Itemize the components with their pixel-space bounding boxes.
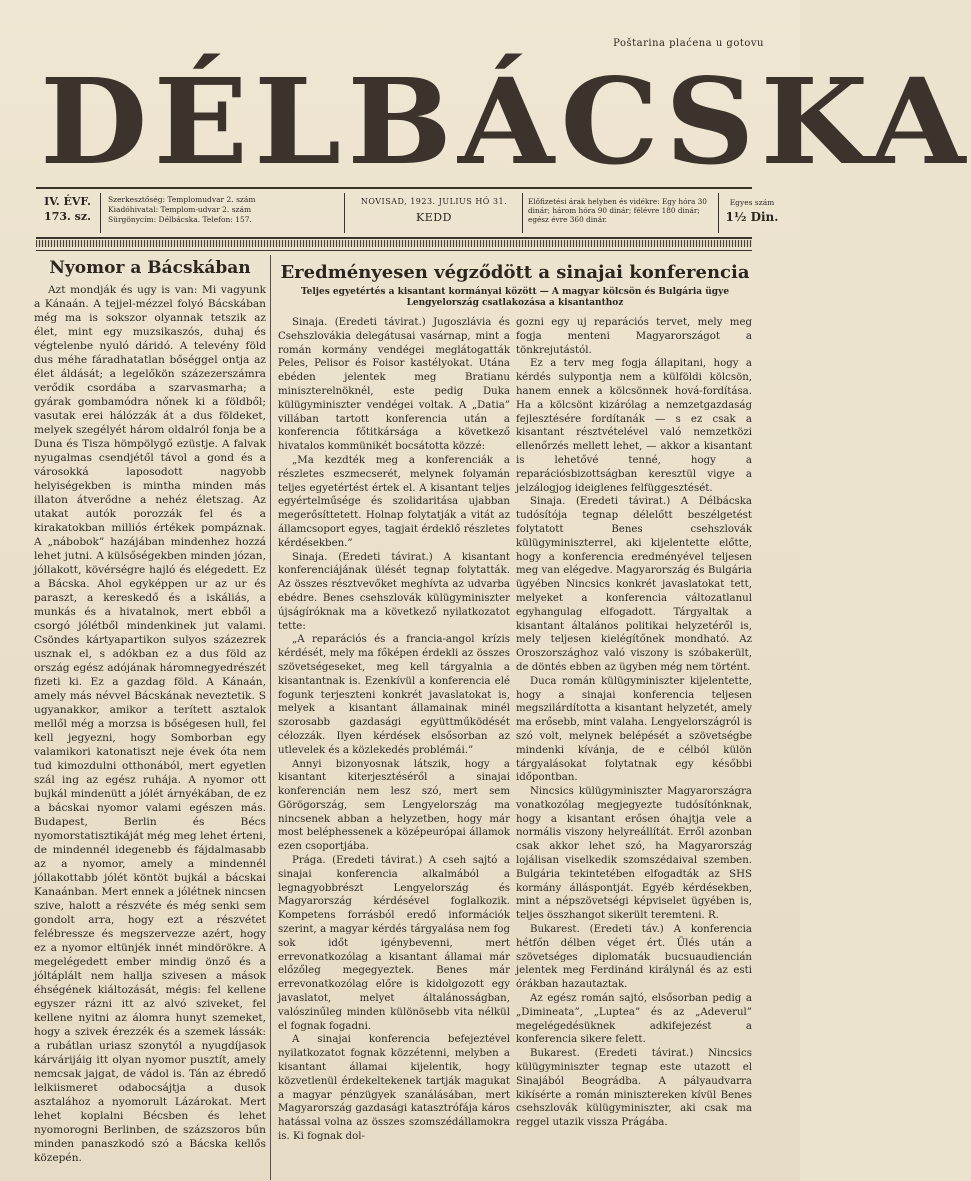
paragraph: Bukarest. (Eredeti távirat.) Nincsics külügyminiszter tegnap este utazott el Sinajából Beográdba. A pályaudvarra kikísérte a román minisztereken kívül Benes csehszlovák külügyminiszter, aki csak ma reggel utazik vissza Prágába. bbox=[516, 1048, 752, 1129]
paragraph: Sinaja. (Eredeti távirat.) A kisantant konferenciájának ülését tegnap folytatták. Az összes résztvevőket meghívta az udvarba ebédre. Benes csehszlovák külügyminiszter újságíróknak ma a következő nyilatkozatot tette: bbox=[278, 551, 510, 632]
single-price-block bbox=[722, 189, 782, 246]
paragraph: Duca román külügyminiszter kijelentette, hogy a sinajai konferencia teljesen megszilárdította a kisantant helyzetét, amely ma erősebb, mint valaha. Lengyelországról is szó volt, melynek belépését a szövetségbe mindenki kívánja, de e célból külön tárgyalásokat folytatnak egy későbbi időpontban. bbox=[516, 675, 752, 784]
editorial-address: Szerkesztőség: Templomudvar 2. szám bbox=[108, 195, 256, 204]
article2-column-a bbox=[278, 316, 510, 1144]
article2-subtitle: Teljes egyetértés a kisantant kormányai között — A magyar kölcsön és Bulgária ügye Lengyelország csatlakozása a kisantanthoz bbox=[300, 287, 730, 308]
issue-number: 173. sz. bbox=[44, 210, 91, 223]
article1-title: Nyomor a Bácskában bbox=[49, 258, 251, 278]
article1-body: Azt mondják és ugy is van: Mi vagyunk a Kánaán. A tejjel-mézzel folyó Bácskában még ma is sokszor olyannak tetszik az élet, mint egy muzsikaszós, duhaj és végtelenbe nyuló dáridó. A televény föld dus méhe fáradhatatlan bőséggel ontja az élet áldását; a legelőkön százezerszámra verődik csordába a szarvasmarha; a gyárak gombamódra nőnek ki a földből; vasutak erei hálózzák át a dus földeket, melyek szegélyét három oldalról fonja be a Duna és Tisza hömpölygő ezüstje. A falvak nyugalmas csendjétől távol a gond és a városokká laposodott nagyobb helyiségekben is mintha minden más illaton átverődne a nehéz életszag. Az utakat autók porozzák fel és a kirakatokban milliós értékek pompáznak. A „nábobok” hazájában mindenhez hozzá lehet jutni. A külsőségekben minden józan, jóllakott, kövérségre hajló és elégedett. Ez a Bácska. Ahol egyképpen ur az ur és paraszt, a kereskedő és a iskáliás, a munkás és a hivatalnok, mert ebből a csorgó jólétből mindenkinek jut valami. Csöndes kártyapartikon sulyos százezrek usznak el, s adókban ez a dus föld az ország egész adójának háromnegyedrészét fizeti ki. Ez a gazdag föld. A Kánaán, amely más névvel Bácskának neveztetik. S ugyanakkor, amikor a terített asztalok mellől még a morzsa is bőségesen hull, fel kell jegyezni, hogy Somborban egy valamikori katonatiszt neje évek óta nem tud kimozdulni otthonából, mert egyetlen szál ing az egész ruhája. A nyomor ott bujkál mindenütt a jólét árnyékában, de ez a bácskai nyomor valami egészen más. Budapest, Berlin és Bécs nyomorstatisztikáját még meg lehet érteni, de mindennél idegenebb és fájdalmasabb az a nyomor, amely a mindennél jóllakottabb jólét köntöt bujkál a bácskai Kanaánban. Mert ennek a jólétnek nincsen szive, halott a részvéte és még senki sem gondolt arra, hogy ezt a részvétet felébressze és megszervezze azért, hogy ez a nyomor eltünjék innét mindörökre. A megelégedett ember mindig önző és a jóltáplált nem hallja szivesen a mások éhségének kiáltozását, mégis: fel kellene egyszer rázni itt az alvó sziveket, fel kellene nyitni az álomra hunyt szemeket, hogy a szivek érezzék és a szemek lássák: a rubátlan uriasz szonytól a nyugdíjasok kárvárijáig itt olyan nyomor pusztít, amely nemcsak jajgat, de vádol is. Tán az ébredő lelkiismeret odabocsájtja a dusok asztalához a nyomorult Lázárokat. Mert lehet koplalni Bécsben és lehet nyomorogni Berlinben, de százszoros bűn minden panaszkodó szó a Bácska kellős közepén. bbox=[34, 284, 266, 1164]
volume-issue bbox=[40, 189, 95, 243]
paragraph: „A reparációs és a francia-angol krízis kérdését, mely ma főképen érdekli az összes szövetségeseket, meg kell tárgyalnia a kisantantnak is. Ezenkívül a konferencia elé fogunk terjeszteni konkrét javaslatokat is, melyek a kisantant államainak minél szorosabb gazdasági együttműködését célozzák. Ilyen kérdések elsősorban az utlevelek és a közlekedés problémái.” bbox=[278, 634, 510, 756]
issue-date: NOVISAD, 1923. JULIUS HÓ 31. bbox=[360, 197, 508, 206]
date-block bbox=[354, 189, 514, 245]
paragraph: Sinaja. (Eredeti távirat.) Jugoszlávia és Csehszlovákia delegátusai vasárnap, mint a román kormány vendégei meglátogatták Peles, Pelisor és Foisor kastélyokat. Utána ebéden jelentek meg Bratianu miniszterelnöknél, este pedig Duka külügyminiszter vendégei voltak. A „Datia” villában tartott konferencia után a konferencia főtitkársága a következő hivatalos kommünikét bocsátotta közzé: bbox=[278, 317, 510, 453]
paragraph: A sinajai konferencia befejeztével nyilatkozatot fognak közzétenni, melyben a kisantant államai kijelentik, hogy közvetlenül érdekeltekenek tartják magukat a magyar pénzügyek szanálásában, mert Magyarország gazdasági katasztrófája káros hatással volna az összes szomszédállamokra is. Ki fognak dol- bbox=[278, 1034, 510, 1143]
paragraph: Sinaja. (Eredeti távirat.) A Délbácska tudósítója tegnap délelőtt beszélgetést folytatott Benes csehszlovák külügyminiszterrel, aki kijelentette előtte, hogy a konferencia eredményével teljesen meg van elégedve. Magyarország és Bulgária ügyében Nincsics konkrét javaslatokat tett, melyeket a konferencia változatlanul egyhangulag elfogadott. Tárgyaltak a kisantant általános politikai helyzetéről is, mely teljesen kielégítőnek mondható. Az Oroszországhoz való viszony is szóbakerült, de döntés ebben az ügyben még nem történt. bbox=[516, 496, 752, 673]
column-divider bbox=[270, 255, 271, 1180]
office-address: Kiadóhivatal: Templom-udvar 2. szám bbox=[108, 205, 252, 214]
rule-line bbox=[36, 250, 752, 251]
paragraph: „Ma kezdték meg a konferenciák a részletes eszmecserét, melynek folyamán teljes egyetértést értek el. A kisantant teljes egyértelműsége és szolidaritása ujabban megerősíttetett. Holnap folytatják a vitát az államcsoport egyes, tagjait érdeklő részletes kérdésekben.” bbox=[278, 454, 510, 549]
telegram-address: Sürgönycím: Délbácska. Telefon: 157. bbox=[108, 215, 252, 224]
divider bbox=[718, 193, 719, 233]
paragraph: gozni egy uj reparációs tervet, mely meg fogja menteni Magyarországot a tönkrejutástól. bbox=[516, 317, 752, 356]
article2-title: Eredményesen végződött a sinajai konferencia bbox=[280, 262, 750, 283]
paragraph: Ez a terv meg fogja állapitani, hogy a kérdés sulypontja nem a külföldi kölcsön, hanem ennek a kölcsönnek hová-fordítása. Ha a kölcsönt kizárólag a nemzetgazdaság fejlesztésére fordítanák — s ez csak a kisantant résztvételével való nemzetközi ellenőrzés mellett lehet, — akkor a kisantant is lehetővé tenné, hogy a reparációsbizottságban keresztül vigye a jelzálogjog ideiglenes felfüggesztését. bbox=[516, 358, 752, 494]
volume: IV. ÉVF. bbox=[44, 195, 91, 208]
masthead-title: DÉLBÁCSKA bbox=[40, 53, 971, 192]
editorial-info bbox=[108, 189, 338, 243]
divider bbox=[100, 193, 101, 233]
info-bar bbox=[36, 187, 779, 239]
paragraph: Bukarest. (Eredeti táv.) A konferencia hétfőn délben véget ért. Ülés után a szövetséges diplomaták bucsuaudiencián jelentek meg Ferdinánd királynál és az esti órákban hazautaztak. bbox=[516, 924, 752, 991]
subscription-prices: Előfizetési árak helyben és vidékre: Egy hóra 30 dinár; három hóra 90 dinár; félévre 180 dinár; egész évre 360 dinár. bbox=[528, 197, 707, 224]
divider bbox=[522, 193, 523, 233]
single-price: 1½ Din. bbox=[725, 210, 779, 224]
postage-note: Poštarina plaćena u gotovu bbox=[613, 38, 764, 49]
paragraph: Nincsics külügyminiszter Magyarországra vonatkozólag megjegyezte tudósítónknak, hogy a kisantant erősen óhajtja vele a normális viszony helyreállítát. Erről azonban csak akkor lehet szó, ha Magyarország lojálisan viselkedik szomszédaival szemben. Bulgária tekintetében elfogadták az SHS kormány álláspontját. Egyéb kérdésekben, mint a népszövetségi képviselet ügyében is, teljes összhangot sikerült teremteni. R. bbox=[516, 786, 752, 922]
single-price-label: Egyes szám bbox=[729, 198, 775, 207]
ornamental-rule bbox=[36, 240, 752, 247]
paragraph: Annyi bizonyosnak látszik, hogy a kisantant kiterjesztéséről a sinajai konferencián nem lesz szó, mert sem Görögország, sem Lengyelország ma nincsenek abban a helyzetben, hogy már most beléphessenek a középeurópai államok ezen csoportjába. bbox=[278, 758, 510, 853]
paragraph: Az egész román sajtó, elsősorban pedig a „Dimineata”, „Luptea” és az „Adeverul” megelégedésüknek adkifejezést a konferencia sikere felett. bbox=[516, 993, 752, 1046]
weekday: KEDD bbox=[416, 211, 452, 224]
paragraph: Prága. (Eredeti távirat.) A cseh sajtó a sinajai konferencia alkalmából a legnagyobbrészt Lengyelország és Magyarország kérdésével foglalkozik. Kompetens forrásból eredő információk szerint, a magyar kérdés tárgyalása nem fog sok időt igénybevenni, mert errevonatkozólag a kisantant államai már előzőleg megegyeztek. Benes már errevonatkozólag előre is kidolgozott egy javaslatot, melyet általánosságban, valószinűleg minden különösebb vita nélkül el fognak fogadni. bbox=[278, 855, 510, 1032]
divider bbox=[344, 193, 345, 233]
article2-column-b bbox=[516, 316, 752, 1130]
